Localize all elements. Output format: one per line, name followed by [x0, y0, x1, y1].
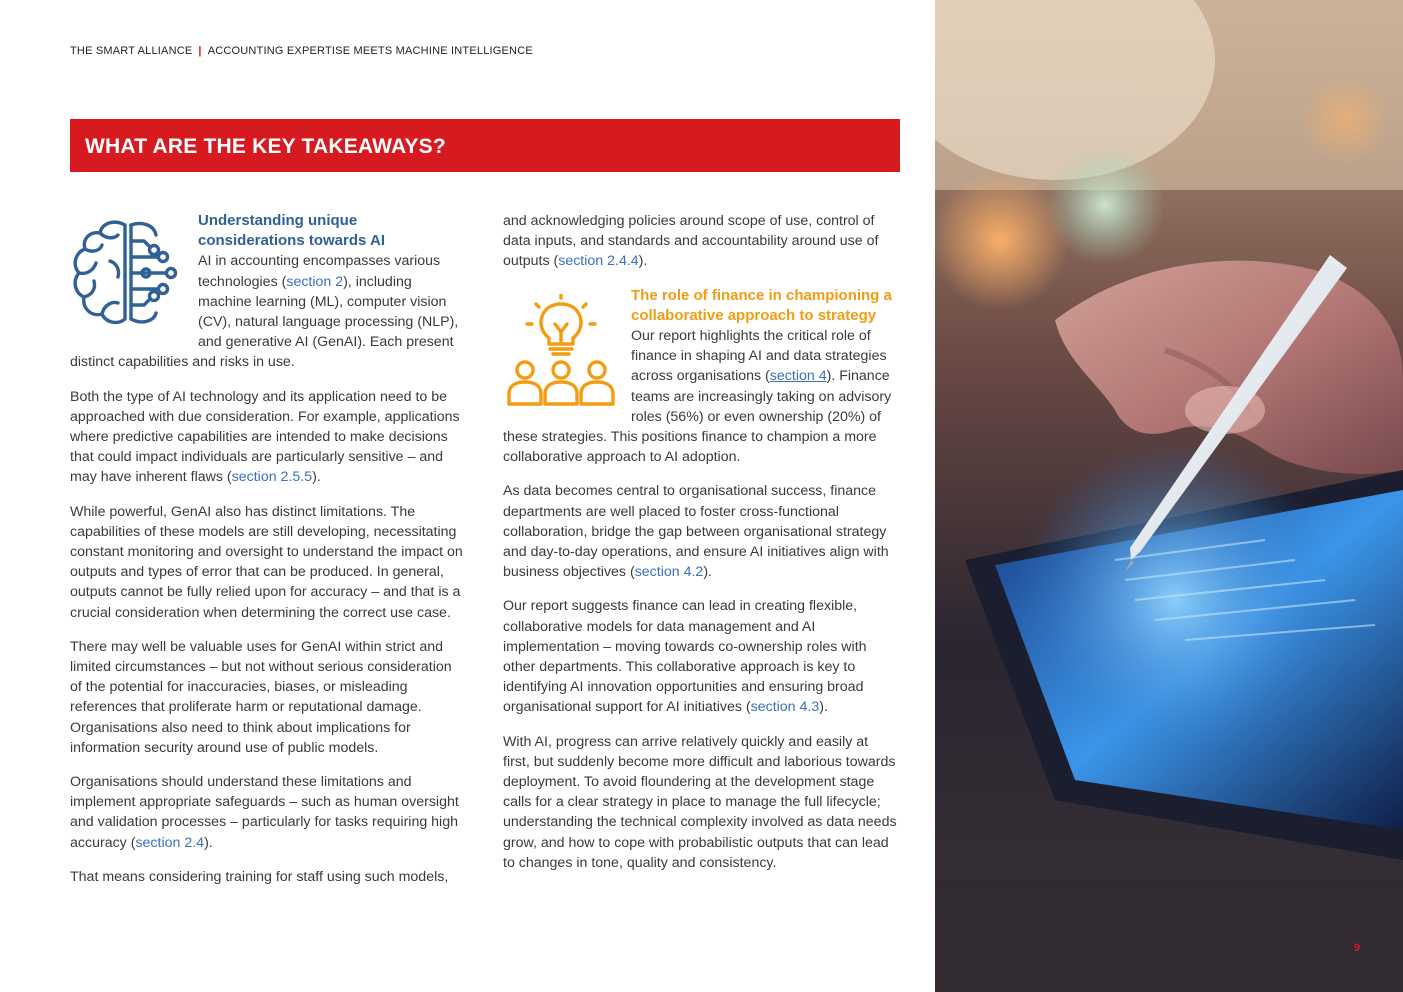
brain-circuit-icon — [70, 217, 186, 329]
paragraph: That means considering training for staff using such models, — [70, 868, 449, 885]
header-separator: | — [198, 45, 202, 57]
paragraph: Our report suggests finance can lead in creating flexible, collaborative models for data management and AI implementation – moving towards co-ownership roles with other departments. This collaborative approach is key to identifying AI innovation opportunities and ensuring broad organisational support for AI initiatives (section 4.3). — [503, 598, 867, 716]
right-column — [503, 211, 898, 887]
section-link[interactable]: section 2.4 — [135, 834, 205, 851]
left-column — [70, 211, 465, 901]
section-banner — [70, 119, 900, 172]
paragraph: While powerful, GenAI also has distinct limitations. The capabilities of these models are still developing, necessitating constant monitoring and oversight to understand the impact on outputs and types of error that can be produced. In general, outputs cannot be fully relied upon for accuracy – and that is a crucial consideration when determining the correct use case. — [70, 503, 463, 621]
section-link[interactable]: section 2 — [286, 273, 344, 290]
section-link[interactable]: section 2.5.5 — [231, 469, 313, 486]
section-link[interactable]: section 2.4.4 — [558, 253, 639, 270]
running-header — [70, 45, 533, 57]
lightbulb-team-icon — [503, 294, 619, 410]
header-publication-subtitle: ACCOUNTING EXPERTISE MEETS MACHINE INTELLIGENCE — [207, 45, 533, 57]
photo-illustration — [935, 0, 1403, 992]
brain-section-heading: Understanding unique considerations towards AI — [198, 212, 385, 250]
paragraph: AI in accounting encompasses various technologies (section 2), including machine learning (ML), computer vision (CV), natural language processing (NLP), and generative AI (GenAI). Each present distinct capabilities and risks in use. — [70, 253, 459, 371]
paragraph: There may well be valuable uses for GenAI within strict and limited circumstances – but not without serious consideration of the potential for inaccuracies, biases, or misleading references that proliferate harm or reputational damage. Organisations also need to think about implications for information security around use of public models. — [70, 638, 452, 756]
page-number: 9 — [1354, 942, 1361, 954]
paragraph: Both the type of AI technology and its application need to be approached with due consideration. For example, applications where predictive capabilities are intended to make decisions that could impact individuals are particularly sensitive – and may have inherent flaws (section 2.5.5). — [70, 388, 460, 486]
paragraph: Organisations should understand these limitations and implement appropriate safeguards – such as human oversight and validation processes – particularly for tasks requiring high accuracy (section 2.4). — [70, 774, 459, 851]
finance-section-heading: The role of finance in championing a collaborative approach to strategy — [631, 286, 892, 324]
section-title: WHAT ARE THE KEY TAKEAWAYS? — [85, 135, 446, 158]
section-link[interactable]: section 4.3 — [750, 699, 820, 716]
section-link[interactable]: section 4 — [769, 368, 827, 385]
paragraph: Our report highlights the critical role of finance in shaping AI and data strategies across organisations (section 4). Finance teams are increasingly taking on advisory roles (56%) or even ownership (20%) of these strategies. This positions finance to champion a more collaborative approach to AI adoption. — [503, 328, 892, 466]
paragraph: As data becomes central to organisational success, finance departments are well placed to foster cross-functional collaboration, bridge the gap between organisational strategy and day-to-day operations, and ensure AI initiatives align with business objectives (section 4.2). — [503, 483, 889, 581]
header-publication-name: THE SMART ALLIANCE — [70, 45, 193, 57]
hero-photo-stylus-tablet — [935, 0, 1403, 992]
section-link[interactable]: section 4.2 — [634, 564, 704, 581]
paragraph: With AI, progress can arrive relatively quickly and easily at first, but suddenly become more difficult and laborious towards deployment. To avoid floundering at the development stage calls for a clear strategy in place to manage the full lifecycle; understanding the technical complexity involved as data needs grow, and how to cope with probabilistic outputs that can lead to changes in tone, quality and consistency. — [503, 733, 897, 871]
paragraph: and acknowledging policies around scope of use, control of data inputs, and standards and accountability around use of outputs (section 2.4.4). — [503, 213, 879, 270]
